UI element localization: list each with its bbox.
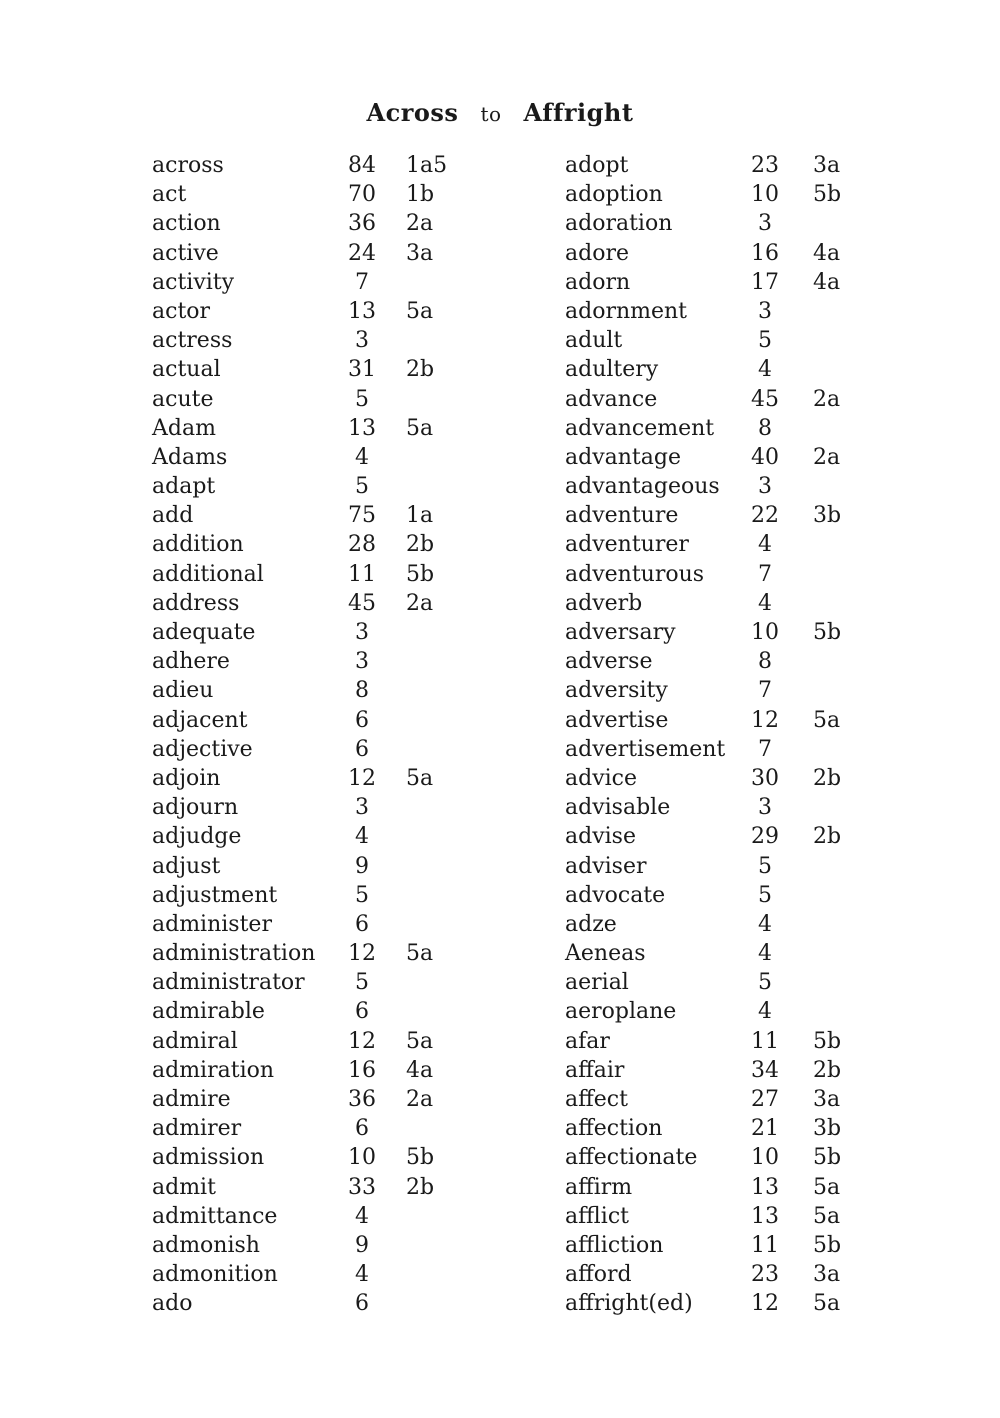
entry-frequency-count: 8 xyxy=(758,415,772,441)
entry-grade-code: 5a xyxy=(406,765,434,791)
entry-word: affair xyxy=(565,1057,625,1083)
entry-word: acute xyxy=(152,386,214,412)
entry-word: adjacent xyxy=(152,707,248,733)
entry-word: administer xyxy=(152,911,272,937)
entry-word: affection xyxy=(565,1116,663,1142)
entry-frequency-count: 5 xyxy=(758,853,772,879)
entry-word: afflict xyxy=(565,1203,629,1229)
entry-word: admiration xyxy=(152,1057,275,1083)
entry-word: actress xyxy=(152,328,233,354)
entry-grade-code: 2b xyxy=(406,532,435,558)
entry-word: add xyxy=(152,503,194,529)
entry-frequency-count: 4 xyxy=(758,532,772,558)
entry-grade-code: 2a xyxy=(406,211,434,237)
entry-grade-code: 5b xyxy=(813,1145,842,1171)
entry-word: adventure xyxy=(565,503,679,529)
entry-word: advancement xyxy=(565,415,715,441)
title-last-word: Affright xyxy=(523,98,634,127)
entry-word: advice xyxy=(565,765,638,791)
entry-word: admittance xyxy=(152,1203,278,1229)
entry-frequency-count: 3 xyxy=(758,211,772,237)
entry-frequency-count: 45 xyxy=(751,386,779,412)
entry-frequency-count: 40 xyxy=(751,444,779,470)
entry-grade-code: 3b xyxy=(813,1116,842,1142)
entry-word: admit xyxy=(152,1174,216,1200)
entry-grade-code: 2b xyxy=(813,765,842,791)
entry-word: adjudge xyxy=(152,824,242,850)
entry-word: ado xyxy=(152,1291,193,1317)
entry-frequency-count: 12 xyxy=(348,1028,376,1054)
entry-frequency-count: 6 xyxy=(355,1116,369,1142)
entry-frequency-count: 4 xyxy=(355,444,369,470)
entry-word: advertisement xyxy=(565,736,726,762)
entry-word: adore xyxy=(565,240,629,266)
entry-word: Adam xyxy=(152,415,216,441)
entry-word: adversary xyxy=(565,620,676,645)
entry-frequency-count: 4 xyxy=(758,941,772,967)
entry-word: adze xyxy=(565,911,617,937)
entry-frequency-count: 5 xyxy=(758,882,772,908)
entry-frequency-count: 3 xyxy=(758,795,772,821)
entry-frequency-count: 4 xyxy=(758,357,772,383)
entry-word: adornment xyxy=(565,298,688,324)
entry-frequency-count: 10 xyxy=(751,1145,779,1171)
entry-frequency-count: 5 xyxy=(355,386,369,412)
entry-grade-code: 2a xyxy=(406,1087,434,1112)
entry-frequency-count: 10 xyxy=(348,1145,376,1171)
entry-frequency-count: 6 xyxy=(355,736,369,762)
entry-word: adjustment xyxy=(152,882,278,908)
entry-frequency-count: 6 xyxy=(355,999,369,1025)
entry-word: affliction xyxy=(565,1232,664,1258)
entry-grade-code: 5b xyxy=(813,1232,842,1258)
entry-frequency-count: 13 xyxy=(751,1203,779,1229)
entry-grade-code: 2b xyxy=(813,1057,842,1083)
entry-frequency-count: 24 xyxy=(348,240,376,266)
entry-grade-code: 3a xyxy=(406,240,434,266)
entry-grade-code: 2b xyxy=(813,824,842,850)
entry-grade-code: 5b xyxy=(813,620,842,645)
entry-grade-code: 4a xyxy=(813,269,841,295)
entry-grade-code: 5a xyxy=(813,1174,841,1200)
entry-grade-code: 5a xyxy=(813,707,841,733)
entry-grade-code: 3a xyxy=(813,153,841,178)
entry-word: administrator xyxy=(152,970,305,996)
entry-frequency-count: 12 xyxy=(348,765,376,791)
entry-word: advocate xyxy=(565,882,666,908)
entry-word: adopt xyxy=(565,153,629,178)
entry-word: advance xyxy=(565,386,658,412)
entry-grade-code: 5a xyxy=(406,941,434,967)
entry-frequency-count: 7 xyxy=(355,269,369,295)
entry-frequency-count: 70 xyxy=(348,182,376,208)
entry-frequency-count: 4 xyxy=(355,1203,369,1229)
entry-grade-code: 2b xyxy=(406,1174,435,1200)
entry-frequency-count: 28 xyxy=(348,532,376,558)
entry-frequency-count: 12 xyxy=(751,707,779,733)
entry-frequency-count: 13 xyxy=(348,415,376,441)
entry-word: adhere xyxy=(152,649,230,675)
entry-word: adapt xyxy=(152,474,216,500)
entry-frequency-count: 6 xyxy=(355,1291,369,1317)
entry-frequency-count: 3 xyxy=(355,649,369,675)
entry-grade-code: 5b xyxy=(813,182,842,208)
title-separator: to xyxy=(480,102,502,126)
entry-grade-code: 3a xyxy=(813,1262,841,1288)
entry-word: admission xyxy=(152,1145,265,1171)
entry-frequency-count: 16 xyxy=(348,1057,376,1083)
entry-word: activity xyxy=(152,269,235,295)
entry-frequency-count: 13 xyxy=(348,298,376,324)
entry-frequency-count: 45 xyxy=(348,590,376,616)
entry-frequency-count: 6 xyxy=(355,707,369,733)
entry-word: administration xyxy=(152,941,316,967)
entry-frequency-count: 3 xyxy=(758,298,772,324)
entry-word: actor xyxy=(152,298,211,324)
entry-frequency-count: 16 xyxy=(751,240,779,266)
entry-frequency-count: 11 xyxy=(751,1028,779,1054)
entry-frequency-count: 3 xyxy=(355,328,369,354)
entry-word: advertise xyxy=(565,707,669,733)
entry-grade-code: 4a xyxy=(813,240,841,266)
entry-frequency-count: 84 xyxy=(348,153,376,178)
entry-word: advantage xyxy=(565,444,681,470)
entry-grade-code: 3b xyxy=(813,503,842,529)
entry-word: advise xyxy=(565,824,636,850)
entry-frequency-count: 4 xyxy=(355,824,369,850)
entry-word: affright(ed) xyxy=(565,1291,693,1317)
entry-frequency-count: 36 xyxy=(348,1087,376,1112)
entry-frequency-count: 75 xyxy=(348,503,376,529)
entry-word: adultery xyxy=(565,357,659,383)
entry-grade-code: 5b xyxy=(406,1145,435,1171)
entry-grade-code: 5b xyxy=(813,1028,842,1054)
entry-grade-code: 1b xyxy=(406,182,435,208)
entry-word: adorn xyxy=(565,269,631,295)
entry-word: Aeneas xyxy=(565,941,646,967)
entry-word: advisable xyxy=(565,795,671,821)
entry-frequency-count: 21 xyxy=(751,1116,779,1142)
entry-word: admonish xyxy=(152,1232,260,1258)
entry-word: admonition xyxy=(152,1262,278,1288)
entry-word: admiral xyxy=(152,1028,238,1054)
entry-frequency-count: 9 xyxy=(355,1232,369,1258)
entry-grade-code: 2a xyxy=(813,386,841,412)
entry-frequency-count: 9 xyxy=(355,853,369,879)
entry-word: adoption xyxy=(565,182,663,208)
entry-grade-code: 2b xyxy=(406,357,435,383)
entry-word: adversity xyxy=(565,678,668,704)
entry-grade-code: 1a xyxy=(406,503,434,529)
entry-frequency-count: 3 xyxy=(355,795,369,821)
entry-frequency-count: 11 xyxy=(348,561,376,587)
entry-frequency-count: 4 xyxy=(758,911,772,937)
entry-frequency-count: 5 xyxy=(355,970,369,996)
entry-frequency-count: 23 xyxy=(751,1262,779,1288)
entry-word: advantageous xyxy=(565,474,720,500)
entry-word: adjective xyxy=(152,736,253,762)
entry-word: admirer xyxy=(152,1116,242,1142)
entry-word: aerial xyxy=(565,970,629,996)
entry-grade-code: 3a xyxy=(813,1087,841,1112)
entry-word: address xyxy=(152,590,240,616)
entry-grade-code: 2a xyxy=(813,444,841,470)
entry-word: aeroplane xyxy=(565,999,677,1025)
entry-frequency-count: 3 xyxy=(758,474,772,500)
entry-frequency-count: 8 xyxy=(758,649,772,675)
entry-word: adjourn xyxy=(152,795,239,821)
entry-grade-code: 2a xyxy=(406,590,434,616)
entry-frequency-count: 27 xyxy=(751,1087,779,1112)
entry-word: adult xyxy=(565,328,623,354)
entry-word: addition xyxy=(152,532,244,558)
entry-grade-code: 5a xyxy=(406,1028,434,1054)
entry-frequency-count: 30 xyxy=(751,765,779,791)
entry-grade-code: 4a xyxy=(406,1057,434,1083)
entry-frequency-count: 10 xyxy=(751,182,779,208)
entry-word: adverb xyxy=(565,590,643,616)
entry-grade-code: 1a5 xyxy=(406,153,448,178)
entry-word: actual xyxy=(152,357,221,383)
entry-frequency-count: 33 xyxy=(348,1174,376,1200)
entry-frequency-count: 13 xyxy=(751,1174,779,1200)
entry-frequency-count: 7 xyxy=(758,678,772,704)
entry-frequency-count: 5 xyxy=(355,882,369,908)
entry-word: afford xyxy=(565,1262,632,1288)
entry-frequency-count: 22 xyxy=(751,503,779,529)
entry-frequency-count: 10 xyxy=(751,620,779,645)
entry-frequency-count: 34 xyxy=(751,1057,779,1083)
entry-frequency-count: 4 xyxy=(758,590,772,616)
entry-word: adjust xyxy=(152,853,221,879)
entry-word: adverse xyxy=(565,649,653,675)
entry-word: afar xyxy=(565,1028,610,1054)
entry-frequency-count: 17 xyxy=(751,269,779,295)
title-first-word: Across xyxy=(366,98,459,127)
entry-frequency-count: 11 xyxy=(751,1232,779,1258)
entry-frequency-count: 5 xyxy=(355,474,369,500)
entry-frequency-count: 23 xyxy=(751,153,779,178)
entry-word: across xyxy=(152,153,224,178)
entry-word: Adams xyxy=(152,444,228,470)
entry-word: adventurer xyxy=(565,532,689,558)
entry-word: additional xyxy=(152,561,264,587)
entry-word: adieu xyxy=(152,678,214,704)
entry-frequency-count: 5 xyxy=(758,328,772,354)
entry-frequency-count: 5 xyxy=(758,970,772,996)
entry-frequency-count: 7 xyxy=(758,561,772,587)
entry-frequency-count: 12 xyxy=(751,1291,779,1317)
entry-frequency-count: 29 xyxy=(751,824,779,850)
entry-frequency-count: 12 xyxy=(348,941,376,967)
entry-grade-code: 5b xyxy=(406,561,435,587)
entry-grade-code: 5a xyxy=(406,298,434,324)
entry-grade-code: 5a xyxy=(813,1203,841,1229)
entry-word: act xyxy=(152,182,187,208)
entry-word: affect xyxy=(565,1087,628,1112)
entry-word: admirable xyxy=(152,999,265,1025)
entry-word: action xyxy=(152,211,221,237)
entry-frequency-count: 6 xyxy=(355,911,369,937)
entry-grade-code: 5a xyxy=(406,415,434,441)
entry-word: admire xyxy=(152,1087,231,1112)
entry-frequency-count: 7 xyxy=(758,736,772,762)
entry-frequency-count: 31 xyxy=(348,357,376,383)
entry-word: adviser xyxy=(565,853,647,879)
entry-frequency-count: 4 xyxy=(758,999,772,1025)
entry-word: adoration xyxy=(565,211,673,237)
entry-frequency-count: 3 xyxy=(355,620,369,645)
entry-word: adjoin xyxy=(152,765,221,791)
entry-frequency-count: 4 xyxy=(355,1262,369,1288)
entry-grade-code: 5a xyxy=(813,1291,841,1317)
entry-word: affectionate xyxy=(565,1145,698,1171)
page-title xyxy=(0,98,1000,127)
entry-word: adequate xyxy=(152,620,256,645)
entry-frequency-count: 36 xyxy=(348,211,376,237)
entry-word: adventurous xyxy=(565,561,705,587)
entry-word: active xyxy=(152,240,219,266)
entry-word: affirm xyxy=(565,1174,633,1200)
entry-frequency-count: 8 xyxy=(355,678,369,704)
